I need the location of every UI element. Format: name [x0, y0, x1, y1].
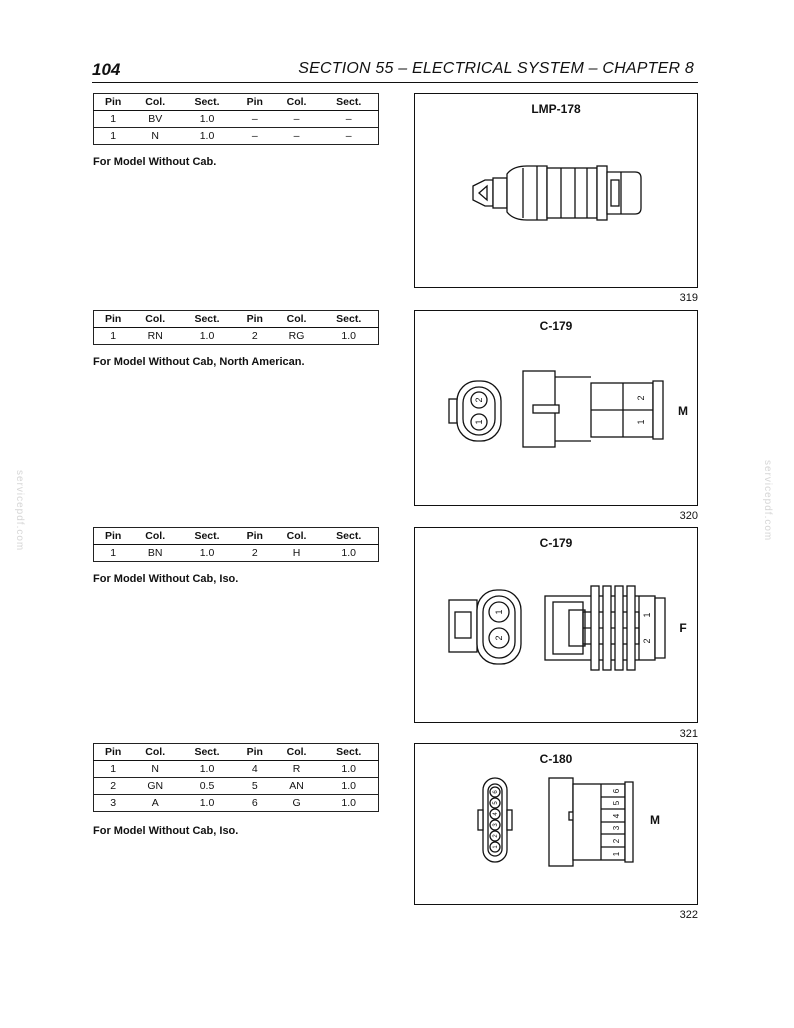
- c180-drawing: [415, 744, 699, 906]
- cell: 4: [236, 761, 274, 778]
- pin-table-3: [93, 527, 379, 562]
- cell: N: [132, 128, 178, 145]
- cell: RN: [132, 328, 178, 345]
- col-section: Sect.: [319, 311, 378, 328]
- pin-label: 1: [612, 851, 621, 857]
- col-colour: Col.: [132, 94, 178, 111]
- cell: BV: [132, 111, 178, 128]
- connector-side: M: [650, 813, 660, 827]
- lmp178-drawing: [415, 94, 699, 289]
- pin-label: 1: [474, 419, 484, 425]
- figure-number: 322: [679, 909, 698, 921]
- connector-figure-c179-male: [414, 310, 698, 506]
- pin-label: 2: [474, 397, 484, 403]
- table-header-row: [94, 528, 379, 545]
- cell: 1.0: [178, 545, 236, 562]
- pin-label: 3: [493, 823, 499, 827]
- cell: AN: [274, 778, 320, 795]
- cell: GN: [132, 778, 178, 795]
- table-header-row: [94, 311, 379, 328]
- pin-table-1: [93, 93, 379, 145]
- col-section: Sect.: [319, 94, 378, 111]
- connector-figure-c180: [414, 743, 698, 905]
- cell: 1.0: [178, 328, 236, 345]
- pin-label: 2: [636, 395, 646, 401]
- pin-label: 1: [494, 609, 504, 615]
- col-colour: Col.: [274, 94, 320, 111]
- pin-label: 1: [636, 419, 646, 425]
- cell: BN: [132, 545, 178, 562]
- cell: 1.0: [319, 545, 378, 562]
- model-note-3: For Model Without Cab, Iso.: [93, 573, 239, 585]
- pin-table-2: [93, 310, 379, 345]
- col-pin: Pin: [94, 94, 133, 111]
- pin-label: 5: [493, 801, 499, 805]
- connector-side: F: [679, 621, 687, 635]
- cell: 3: [94, 795, 133, 812]
- cell: 1: [94, 111, 133, 128]
- c179-female-drawing: [415, 528, 699, 724]
- table-row: [94, 111, 379, 128]
- table-row: [94, 545, 379, 562]
- cell: –: [236, 111, 274, 128]
- connector-figure-c179-female: [414, 527, 698, 723]
- table-row: [94, 761, 379, 778]
- page-number: 104: [92, 60, 121, 79]
- cell: 1.0: [319, 328, 378, 345]
- section-title: SECTION 55 – ELECTRICAL SYSTEM – CHAPTER 8: [298, 60, 694, 77]
- pin-label: 2: [494, 635, 504, 641]
- pin-table-4: [93, 743, 379, 812]
- col-colour: Col.: [274, 311, 320, 328]
- cell: H: [274, 545, 320, 562]
- pin-label: 1: [493, 845, 499, 849]
- cell: 2: [94, 778, 133, 795]
- watermark-left: servicepdf.com: [14, 470, 25, 552]
- cell: 1.0: [178, 795, 236, 812]
- col-section: Sect.: [178, 744, 236, 761]
- pin-label: 2: [612, 838, 621, 844]
- cell: 1.0: [319, 795, 378, 812]
- col-section: Sect.: [319, 528, 378, 545]
- model-note-1: For Model Without Cab.: [93, 156, 217, 168]
- c179-male-drawing: [415, 311, 699, 507]
- col-pin: Pin: [236, 528, 274, 545]
- cell: –: [319, 128, 378, 145]
- cell: 1.0: [319, 761, 378, 778]
- col-pin: Pin: [94, 528, 133, 545]
- connector-label: C-180: [539, 752, 573, 766]
- cell: –: [274, 111, 320, 128]
- model-note-2: For Model Without Cab, North American.: [93, 356, 305, 368]
- col-pin: Pin: [94, 744, 133, 761]
- col-colour: Col.: [274, 528, 320, 545]
- watermark-right: servicepdf.com: [762, 460, 773, 542]
- cell: 2: [236, 328, 274, 345]
- table-header-row: [94, 94, 379, 111]
- figure-number: 321: [679, 728, 698, 740]
- col-colour: Col.: [132, 528, 178, 545]
- cell: 1: [94, 328, 133, 345]
- connector-side: M: [678, 404, 688, 418]
- cell: 1: [94, 545, 133, 562]
- model-note-4: For Model Without Cab, Iso.: [93, 825, 239, 837]
- pin-label: 1: [642, 612, 652, 618]
- col-pin: Pin: [236, 311, 274, 328]
- connector-figure-lmp178: [414, 93, 698, 288]
- table-row: [94, 128, 379, 145]
- cell: –: [319, 111, 378, 128]
- col-section: Sect.: [178, 311, 236, 328]
- cell: 1: [94, 128, 133, 145]
- table-row: [94, 778, 379, 795]
- col-pin: Pin: [236, 744, 274, 761]
- col-pin: Pin: [236, 94, 274, 111]
- cell: –: [236, 128, 274, 145]
- table-row: [94, 328, 379, 345]
- pin-label: 6: [493, 790, 499, 794]
- cell: 6: [236, 795, 274, 812]
- pin-label: 3: [612, 825, 621, 831]
- cell: G: [274, 795, 320, 812]
- cell: 1: [94, 761, 133, 778]
- cell: 5: [236, 778, 274, 795]
- cell: –: [274, 128, 320, 145]
- pin-label: 6: [612, 788, 621, 794]
- table-header-row: [94, 744, 379, 761]
- col-pin: Pin: [94, 311, 133, 328]
- pin-label: 5: [612, 800, 621, 806]
- cell: R: [274, 761, 320, 778]
- col-section: Sect.: [178, 94, 236, 111]
- pin-label: 4: [612, 813, 621, 819]
- cell: 2: [236, 545, 274, 562]
- figure-number: 320: [679, 510, 698, 522]
- connector-label: C-179: [539, 319, 573, 333]
- col-colour: Col.: [132, 744, 178, 761]
- table-row: [94, 795, 379, 812]
- col-colour: Col.: [132, 311, 178, 328]
- cell: 0.5: [178, 778, 236, 795]
- connector-label: C-179: [539, 536, 573, 550]
- pin-label: 4: [493, 812, 499, 816]
- figure-number: 319: [679, 292, 698, 304]
- col-section: Sect.: [319, 744, 378, 761]
- pin-label: 2: [493, 834, 499, 838]
- cell: 1.0: [178, 111, 236, 128]
- cell: N: [132, 761, 178, 778]
- connector-label: LMP-178: [531, 102, 581, 116]
- cell: RG: [274, 328, 320, 345]
- cell: 1.0: [178, 128, 236, 145]
- cell: A: [132, 795, 178, 812]
- pin-label: 2: [642, 638, 652, 644]
- col-colour: Col.: [274, 744, 320, 761]
- cell: 1.0: [319, 778, 378, 795]
- col-section: Sect.: [178, 528, 236, 545]
- page-header: [92, 58, 698, 83]
- cell: 1.0: [178, 761, 236, 778]
